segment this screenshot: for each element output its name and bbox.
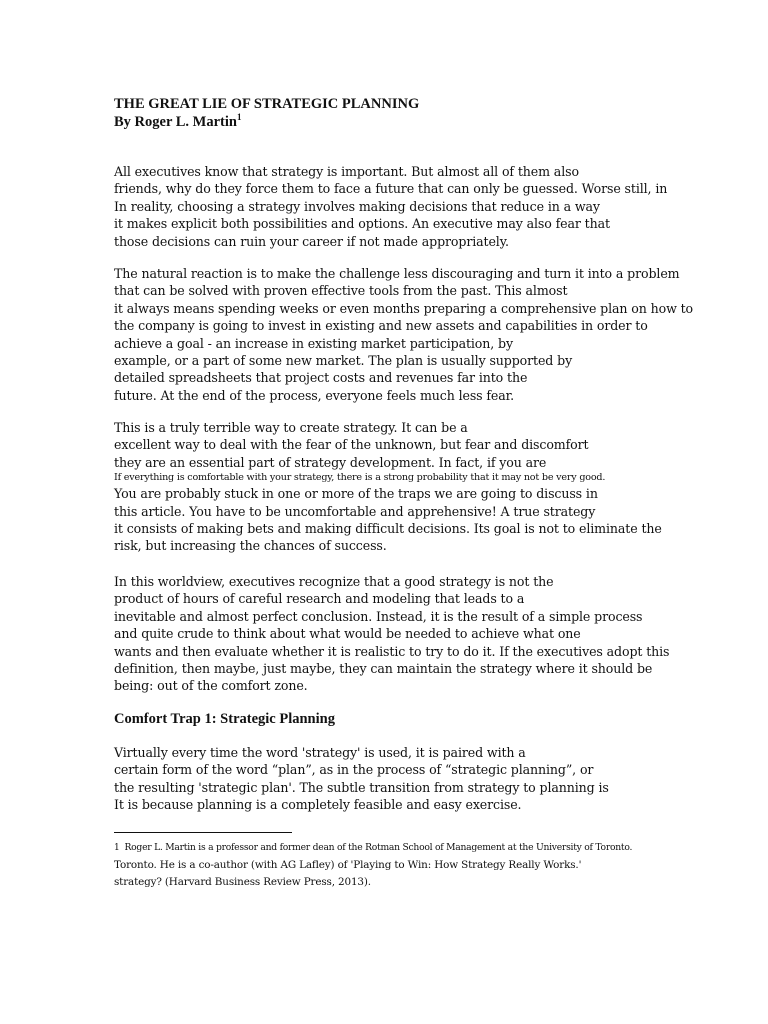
paragraph-line: inevitable and almost perfect conclusion. Instead, it is the result of a simple process [114,608,643,624]
paragraph-line: This is a truly terrible way to create strategy. It can be a [114,420,468,435]
paragraph-line: The natural reaction is to make the challenge less discouraging and turn it into a problem [114,266,680,281]
paragraph-1 [114,163,667,250]
paragraph-line: that can be solved with proven effective tools from the past. This almost [114,283,568,299]
section-heading: Comfort Trap 1: Strategic Planning [114,711,335,727]
paragraph-line: definition, then maybe, just maybe, they can maintain the strategy where it should be [114,661,653,677]
footnote-line: Toronto. He is a co-author (with AG Lafley) of 'Playing to Win: How Strategy Really Works.' [114,859,582,871]
paragraph-line: they are an essential part of strategy development. In fact, if you are [114,454,547,470]
author-byline [114,113,241,131]
paragraph-line: It is because planning is a completely feasible and easy exercise. [114,797,522,813]
paragraph-line: the company is going to invest in existing and new assets and capabilities in order to [114,318,648,334]
document-title: THE GREAT LIE OF STRATEGIC PLANNING [114,96,420,112]
paragraph-line: it makes explicit both possibilities and options. An executive may also fear that [114,216,610,232]
paragraph-line: those decisions can ruin your career if not made appropriately. [114,233,509,249]
paragraph-line: it always means spending weeks or even months preparing a comprehensive plan on how to [114,300,694,316]
footnote-first-line [114,839,632,857]
footnote-separator [114,832,292,833]
paragraph-line: You are probably stuck in one or more of the traps we are going to discuss in [114,486,598,502]
paragraph-line: the resulting 'strategic plan'. The subtle transition from strategy to planning is [114,779,609,795]
paragraph-line: excellent way to deal with the fear of the unknown, but fear and discomfort [114,437,589,453]
paragraph-line: example, or a part of some new market. The plan is usually supported by [114,353,573,369]
paragraph-line: Virtually every time the word 'strategy' is used, it is paired with a [114,745,526,760]
paragraph-line: it consists of making bets and making difficult decisions. Its goal is not to eliminate the [114,521,662,537]
paragraph-2 [114,265,693,404]
paragraph-line: being: out of the comfort zone. [114,678,308,694]
paragraph-4 [114,573,669,695]
paragraph-line: product of hours of careful research and modeling that leads to a [114,591,525,607]
paragraph-line: risk, but increasing the chances of success. [114,538,387,554]
paragraph-line: this article. You have to be uncomfortable and apprehensive! A true strategy [114,503,596,519]
paragraph-line: In reality, choosing a strategy involves making decisions that reduce in a way [114,198,600,214]
paragraph-line: and quite crude to think about what would be needed to achieve what one [114,626,581,642]
paragraph-3 [114,419,662,555]
paragraph-line: achieve a goal - an increase in existing market participation, by [114,335,513,351]
paragraph-small-line: If everything is comfortable with your strategy, there is a strong probability that it may not be very good. [114,472,606,484]
author-name: By Roger L. Martin [114,114,237,130]
footnote-text: Roger L. Martin is a professor and former dean of the Rotman School of Management at the University of Toronto. [124,842,633,853]
section-paragraph [114,744,609,814]
footnote [114,839,632,891]
footnote-line: strategy? (Harvard Business Review Press, 2013). [114,876,371,888]
paragraph-line: In this worldview, executives recognize that a good strategy is not the [114,574,554,589]
paragraph-line: certain form of the word “plan”, as in the process of “strategic planning”, or [114,762,594,778]
footnote-number: 1 [114,843,120,853]
paragraph-line: All executives know that strategy is important. But almost all of them also [114,164,579,179]
paragraph-line: friends, why do they force them to face a future that can only be guessed. Worse still, in [114,181,668,197]
author-footnote-mark: 1 [236,112,242,123]
paragraph-line: detailed spreadsheets that project costs and revenues far into the [114,370,528,386]
paragraph-line: future. At the end of the process, everyone feels much less fear. [114,387,515,403]
paragraph-line: wants and then evaluate whether it is realistic to try to do it. If the executives adopt this [114,643,670,659]
